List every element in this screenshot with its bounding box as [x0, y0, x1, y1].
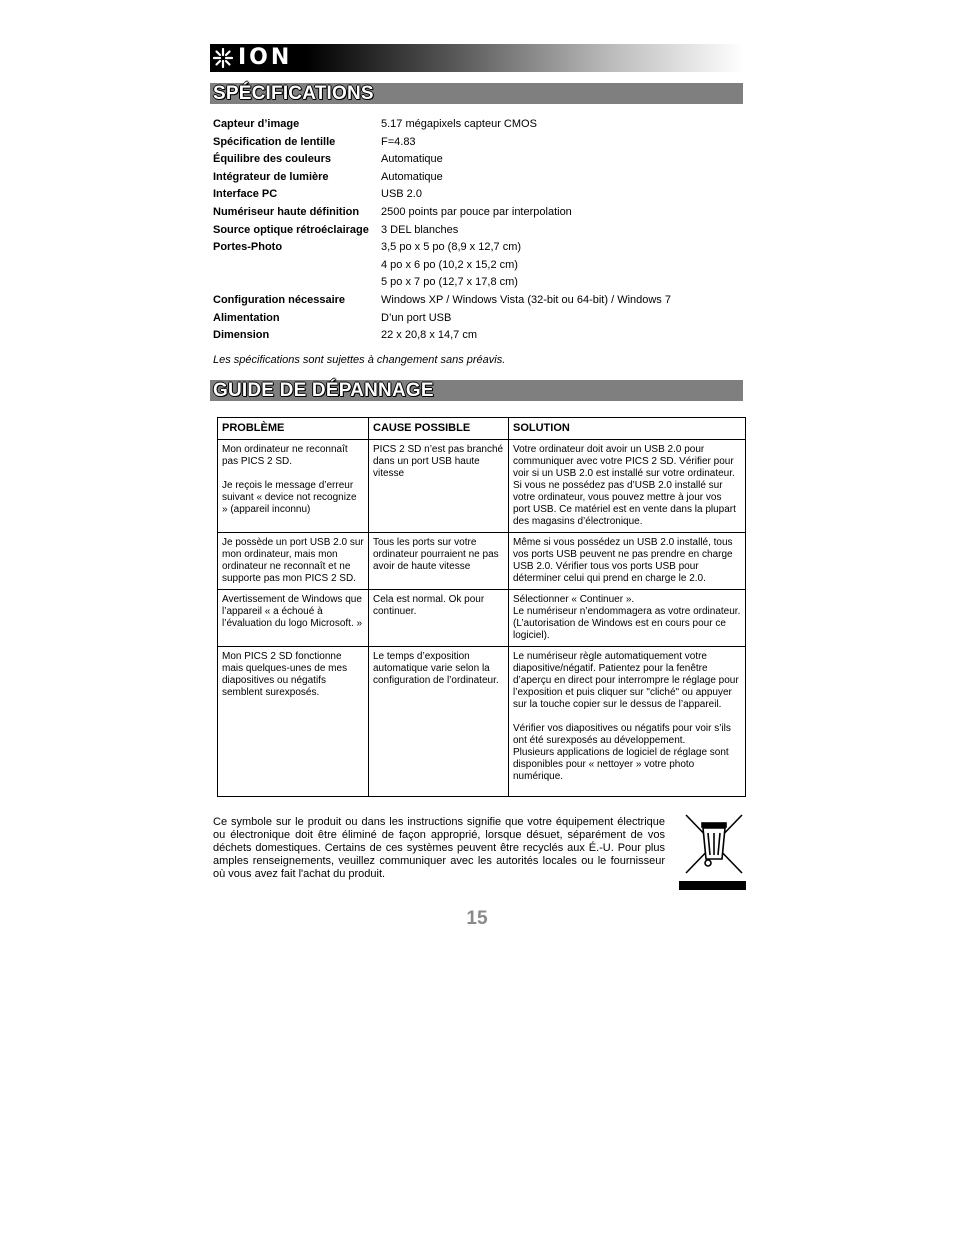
problem-cell: Avertissement de Windows que l’appareil « a échoué à l’évaluation du logo Microsoft. »	[218, 590, 369, 647]
troubleshooting-heading	[210, 380, 743, 401]
spec-label: Interface PC	[213, 188, 278, 200]
spec-label: Dimension	[213, 329, 270, 341]
table-header-row	[218, 418, 746, 440]
table-row	[218, 590, 746, 647]
specifications-title: SPÉCIFICATIONS	[213, 83, 374, 104]
solution-cell: Votre ordinateur doit avoir un USB 2.0 pour communiquer avec votre PICS 2 SD. Vérifier pour voir si un USB 2.0 est installé sur votre ordinateur. Si vous ne possédez pas d’USB 2.0 installé sur votre ordinateur, vous pouvez mettre à jour vos port USB. Ce matériel est en vente dans la plupart des magasins d’électronique.	[509, 440, 746, 533]
cause-cell: Tous les ports sur votre ordinateur pourraient ne pas avoir de haute vitesse	[369, 533, 509, 590]
recycling-notice: Ce symbole sur le produit ou dans les instructions signifie que votre équipement électrique ou électronique doit être éliminé de façon approprié, lorsque désuet, séparément de vos déchets domestiques. Certains de ces systèmes peuvent être recyclés aux É.-U. Pour plus amples renseignements, veuillez communiquer avec les autorités locales ou le fournisseur où vous avez fait l'achat du produit.	[213, 816, 665, 880]
spec-label: Source optique rétroéclairage	[213, 224, 369, 236]
table-row	[218, 647, 746, 797]
spec-label: Alimentation	[213, 312, 280, 324]
spec-value: F=4.83	[381, 136, 416, 148]
troubleshooting-table	[217, 417, 746, 797]
ion-star-icon	[212, 47, 234, 69]
ion-logo	[212, 46, 292, 70]
column-header-cause: CAUSE POSSIBLE	[369, 418, 509, 440]
table-row	[218, 440, 746, 533]
spec-label: Intégrateur de lumière	[213, 171, 329, 183]
crossed-out-wheelie-bin-icon	[684, 813, 744, 875]
spec-label: Portes-Photo	[213, 241, 283, 253]
spec-value: 4 po x 6 po (10,2 x 15,2 cm)	[381, 259, 518, 271]
spec-value: Windows XP / Windows Vista (32-bit ou 64-bit) / Windows 7	[381, 294, 671, 306]
specifications-heading	[210, 83, 743, 104]
spec-label: Configuration nécessaire	[213, 294, 346, 306]
page-number: 15	[466, 908, 488, 929]
spec-value: USB 2.0	[381, 188, 422, 200]
solution-cell: Même si vous possédez un USB 2.0 installé, tous vos ports USB peuvent ne pas prendre en charge USB 2.0. Vérifier tous vos ports USB pour déterminer celui qui prend en charge le 2.0.	[509, 533, 746, 590]
problem-cell: Mon PICS 2 SD fonctionne mais quelques-unes de mes diapositives ou négatifs semblent surexposés.	[218, 647, 369, 797]
table-row	[218, 533, 746, 590]
spec-value: D’un port USB	[381, 312, 452, 324]
spec-value: 22 x 20,8 x 14,7 cm	[381, 329, 477, 341]
solution-cell: Le numériseur règle automatiquement votre diapositive/négatif. Patientez pour la fenêtre d’aperçu en direct pour interrompre le réglage pour l’exposition et puis cliquer sur "cliché" ou appuyer sur la touche copier sur le dessus de l’appareil. Vérifier vos diapositives ou négatifs pour voir s’ils ont été surexposés au développement. Plusieurs applications de logiciel de réglage sont disponibles pour « nettoyer » votre photo numérique.	[509, 647, 746, 797]
specifications-note: Les spécifications sont sujettes à changement sans préavis.	[213, 354, 506, 366]
cause-cell: Le temps d’exposition automatique varie selon la configuration de l’ordinateur.	[369, 647, 509, 797]
logo-text: ION	[238, 45, 293, 70]
cause-cell: Cela est normal. Ok pour continuer.	[369, 590, 509, 647]
weee-bar	[679, 881, 746, 890]
problem-cell: Je possède un port USB 2.0 sur mon ordinateur, mais mon ordinateur ne reconnaît et ne supporte pas mon PICS 2 SD.	[218, 533, 369, 590]
spec-label: Spécification de lentille	[213, 136, 336, 148]
solution-cell: Sélectionner « Continuer ». Le numériseur n’endommagera as votre ordinateur. (L’autorisation de Windows est en cours pour ce logiciel).	[509, 590, 746, 647]
spec-label: Équilibre des couleurs	[213, 153, 331, 165]
spec-label: Capteur d’image	[213, 118, 300, 130]
cause-cell: PICS 2 SD n’est pas branché dans un port USB haute vitesse	[369, 440, 509, 533]
column-header-problem: PROBLÈME	[218, 418, 369, 440]
spec-value: 5 po x 7 po (12,7 x 17,8 cm)	[381, 276, 518, 288]
spec-label: Numériseur haute définition	[213, 206, 360, 218]
spec-value: Automatique	[381, 171, 443, 183]
column-header-solution: SOLUTION	[509, 418, 746, 440]
spec-value: Automatique	[381, 153, 443, 165]
troubleshooting-title: GUIDE DE DÉPANNAGE	[213, 380, 434, 401]
spec-value: 3,5 po x 5 po (8,9 x 12,7 cm)	[381, 241, 522, 253]
problem-cell: Mon ordinateur ne reconnaît pas PICS 2 SD. Je reçois le message d’erreur suivant « device not recognize » (appareil inconnu)	[218, 440, 369, 533]
spec-value: 2500 points par pouce par interpolation	[381, 206, 572, 218]
spec-value: 3 DEL blanches	[381, 224, 459, 236]
spec-value: 5.17 mégapixels capteur CMOS	[381, 118, 537, 130]
